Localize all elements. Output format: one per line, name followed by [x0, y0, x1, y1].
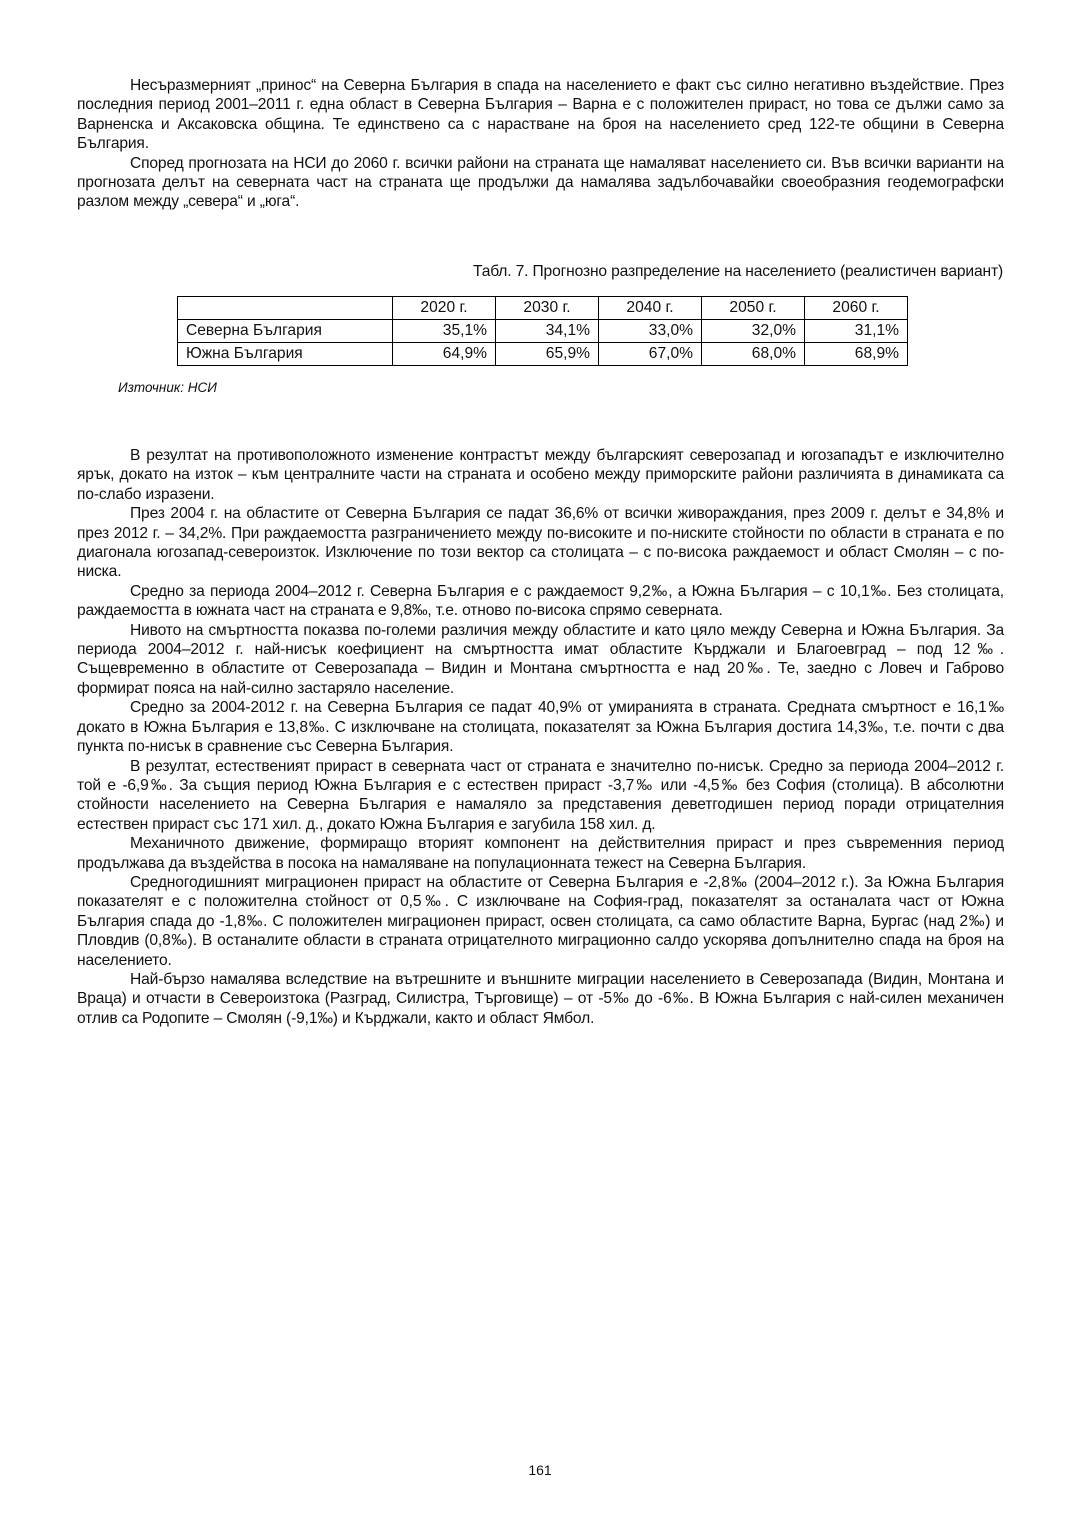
header-cell: 2030 г. [496, 297, 599, 320]
header-cell [178, 297, 393, 320]
paragraph: В резултат, естественият прираст в северната част от страната е значително по-нисък. Средно за периода 2004–2012 г. той е -6,9‰. За същия период Южна България е с естествен прираст -3,7‰ или -4,5‰ без София (столица). В абсолютни стойности населението на Северна България е намаляло за представения деветгодишен период поради отрицателния естествен прираст със 171 хил. д., докато Южна България е загубила 158 хил. д. [77, 757, 1004, 833]
paragraph: Нивото на смъртността показва по-големи различия между областите и като цяло между Северна и Южна България. За периода 2004–2012 г. най-нисък коефициент на смъртността имат областите Кърджали и Благоевград – под 12‰. Същевременно в областите от Северозапада – Видин и Монтана смъртността е над 20‰. Те, заедно с Ловеч и Габрово формират пояса на най-силно застаряло население. [77, 621, 1004, 697]
page-number: 161 [528, 1462, 552, 1478]
paragraph: Най-бързо намалява вследствие на вътрешните и външните миграции населението в Северозапада (Видин, Монтана и Враца) и отчасти в Североизтока (Разград, Силистра, Търговище) – от -5‰ до -6‰. В Южна България с най-силен механичен отлив са Родопите – Смолян (-9,1‰) и Кърджали, както и област Ямбол. [77, 970, 1004, 1027]
row-label: Северна България [178, 320, 393, 343]
paragraph: Средно за периода 2004–2012 г. Северна България е с раждаемост 9,2‰, а Южна България – с 10,1‰. Без столицата, раждаемостта в южната част на страната е 9,8‰, т.е. отново по-висока спрямо северната. [77, 582, 1004, 620]
table-row [178, 343, 908, 366]
header-cell: 2040 г. [599, 297, 702, 320]
cell: 33,0% [599, 320, 702, 343]
row-label: Южна България [178, 343, 393, 366]
paragraph: В резултат на противоположното изменение контрастът между българският северозапад и югозападът е изключително ярък, докато на изток – към централните части на страната и особено между приморските райони различията в динамиката са по-слабо изразени. [77, 447, 1004, 503]
cell: 67,0% [599, 343, 702, 366]
text-block-bottom [77, 446, 1004, 1028]
paragraph: Несъразмерният „принос“ на Северна България в спада на населението е факт със силно негативно въздействие. През последния период 2001–2011 г. една област в Северна България – Варна е с положителен прираст, но това се дължи само за Варненска и Аксаковска община. Те единствено са с нарастване на броя на населението сред 122-те общини в Северна България. [77, 77, 1004, 153]
table-source: Източник: НСИ [118, 380, 217, 395]
paragraph: Средногодишният миграционен прираст на областите от Северна България е -2,8‰ (2004–2012 г.). За Южна България показателят е с положителна стойност от 0,5‰. С изключване на София-град, показателят за останалата част от Южна България спада до -1,8‰. С положителен миграционен прираст, освен столицата, са само областите Варна, Бургас (над 2‰) и Пловдив (0,8‰). В останалите области в страната отрицателното миграционно салдо ускорява допълнително спада на броя на населението. [77, 873, 1004, 969]
paragraph: Механичното движение, формиращо вторият компонент на действителния прираст и през съвременния период продължава да въздейства в посока на намаляване на популационната тежест на Северна България. [77, 835, 1004, 872]
cell: 68,0% [702, 343, 805, 366]
cell: 31,1% [805, 320, 908, 343]
cell: 68,9% [805, 343, 908, 366]
header-cell: 2050 г. [702, 297, 805, 320]
table-row [178, 320, 908, 343]
forecast-table [177, 296, 908, 366]
cell: 64,9% [393, 343, 496, 366]
paragraph: Средно за 2004-2012 г. на Северна България се падат 40,9% от умиранията в страната. Средната смъртност е 16,1‰ докато в Южна България е 13,8‰. С изключване на столицата, показателят за Южна България достига 14,3‰, т.е. почти с два пункта по-нисък в сравнение със Северна България. [77, 699, 1004, 756]
text-block-top [77, 76, 1004, 212]
paragraph: Според прогнозата на НСИ до 2060 г. всички райони на страната ще намаляват населението си. Във всички варианти на прогнозата делът на северната част на страната ще продължи да намалява задълбочавайки своеобразния геодемографски разлом между „севера“ и „юга“. [77, 154, 1004, 211]
cell: 65,9% [496, 343, 599, 366]
header-cell: 2020 г. [393, 297, 496, 320]
table-header-row [178, 297, 908, 320]
table-caption: Табл. 7. Прогнозно разпределение на населението (реалистичен вариант) [473, 263, 1003, 280]
cell: 34,1% [496, 320, 599, 343]
header-cell: 2060 г. [805, 297, 908, 320]
cell: 32,0% [702, 320, 805, 343]
paragraph: През 2004 г. на областите от Северна България се падат 36,6% от всички живораждания, през 2009 г. делът е 34,8% и през 2012 г. – 34,2%. При раждаемостта разграничението между по-високите и по-ниските стойности по области в страната е по диагонала югозапад-североизток. Изключение по този вектор са столицата – с по-висока раждаемост и област Смолян – с по-ниска. [77, 505, 1004, 581]
cell: 35,1% [393, 320, 496, 343]
